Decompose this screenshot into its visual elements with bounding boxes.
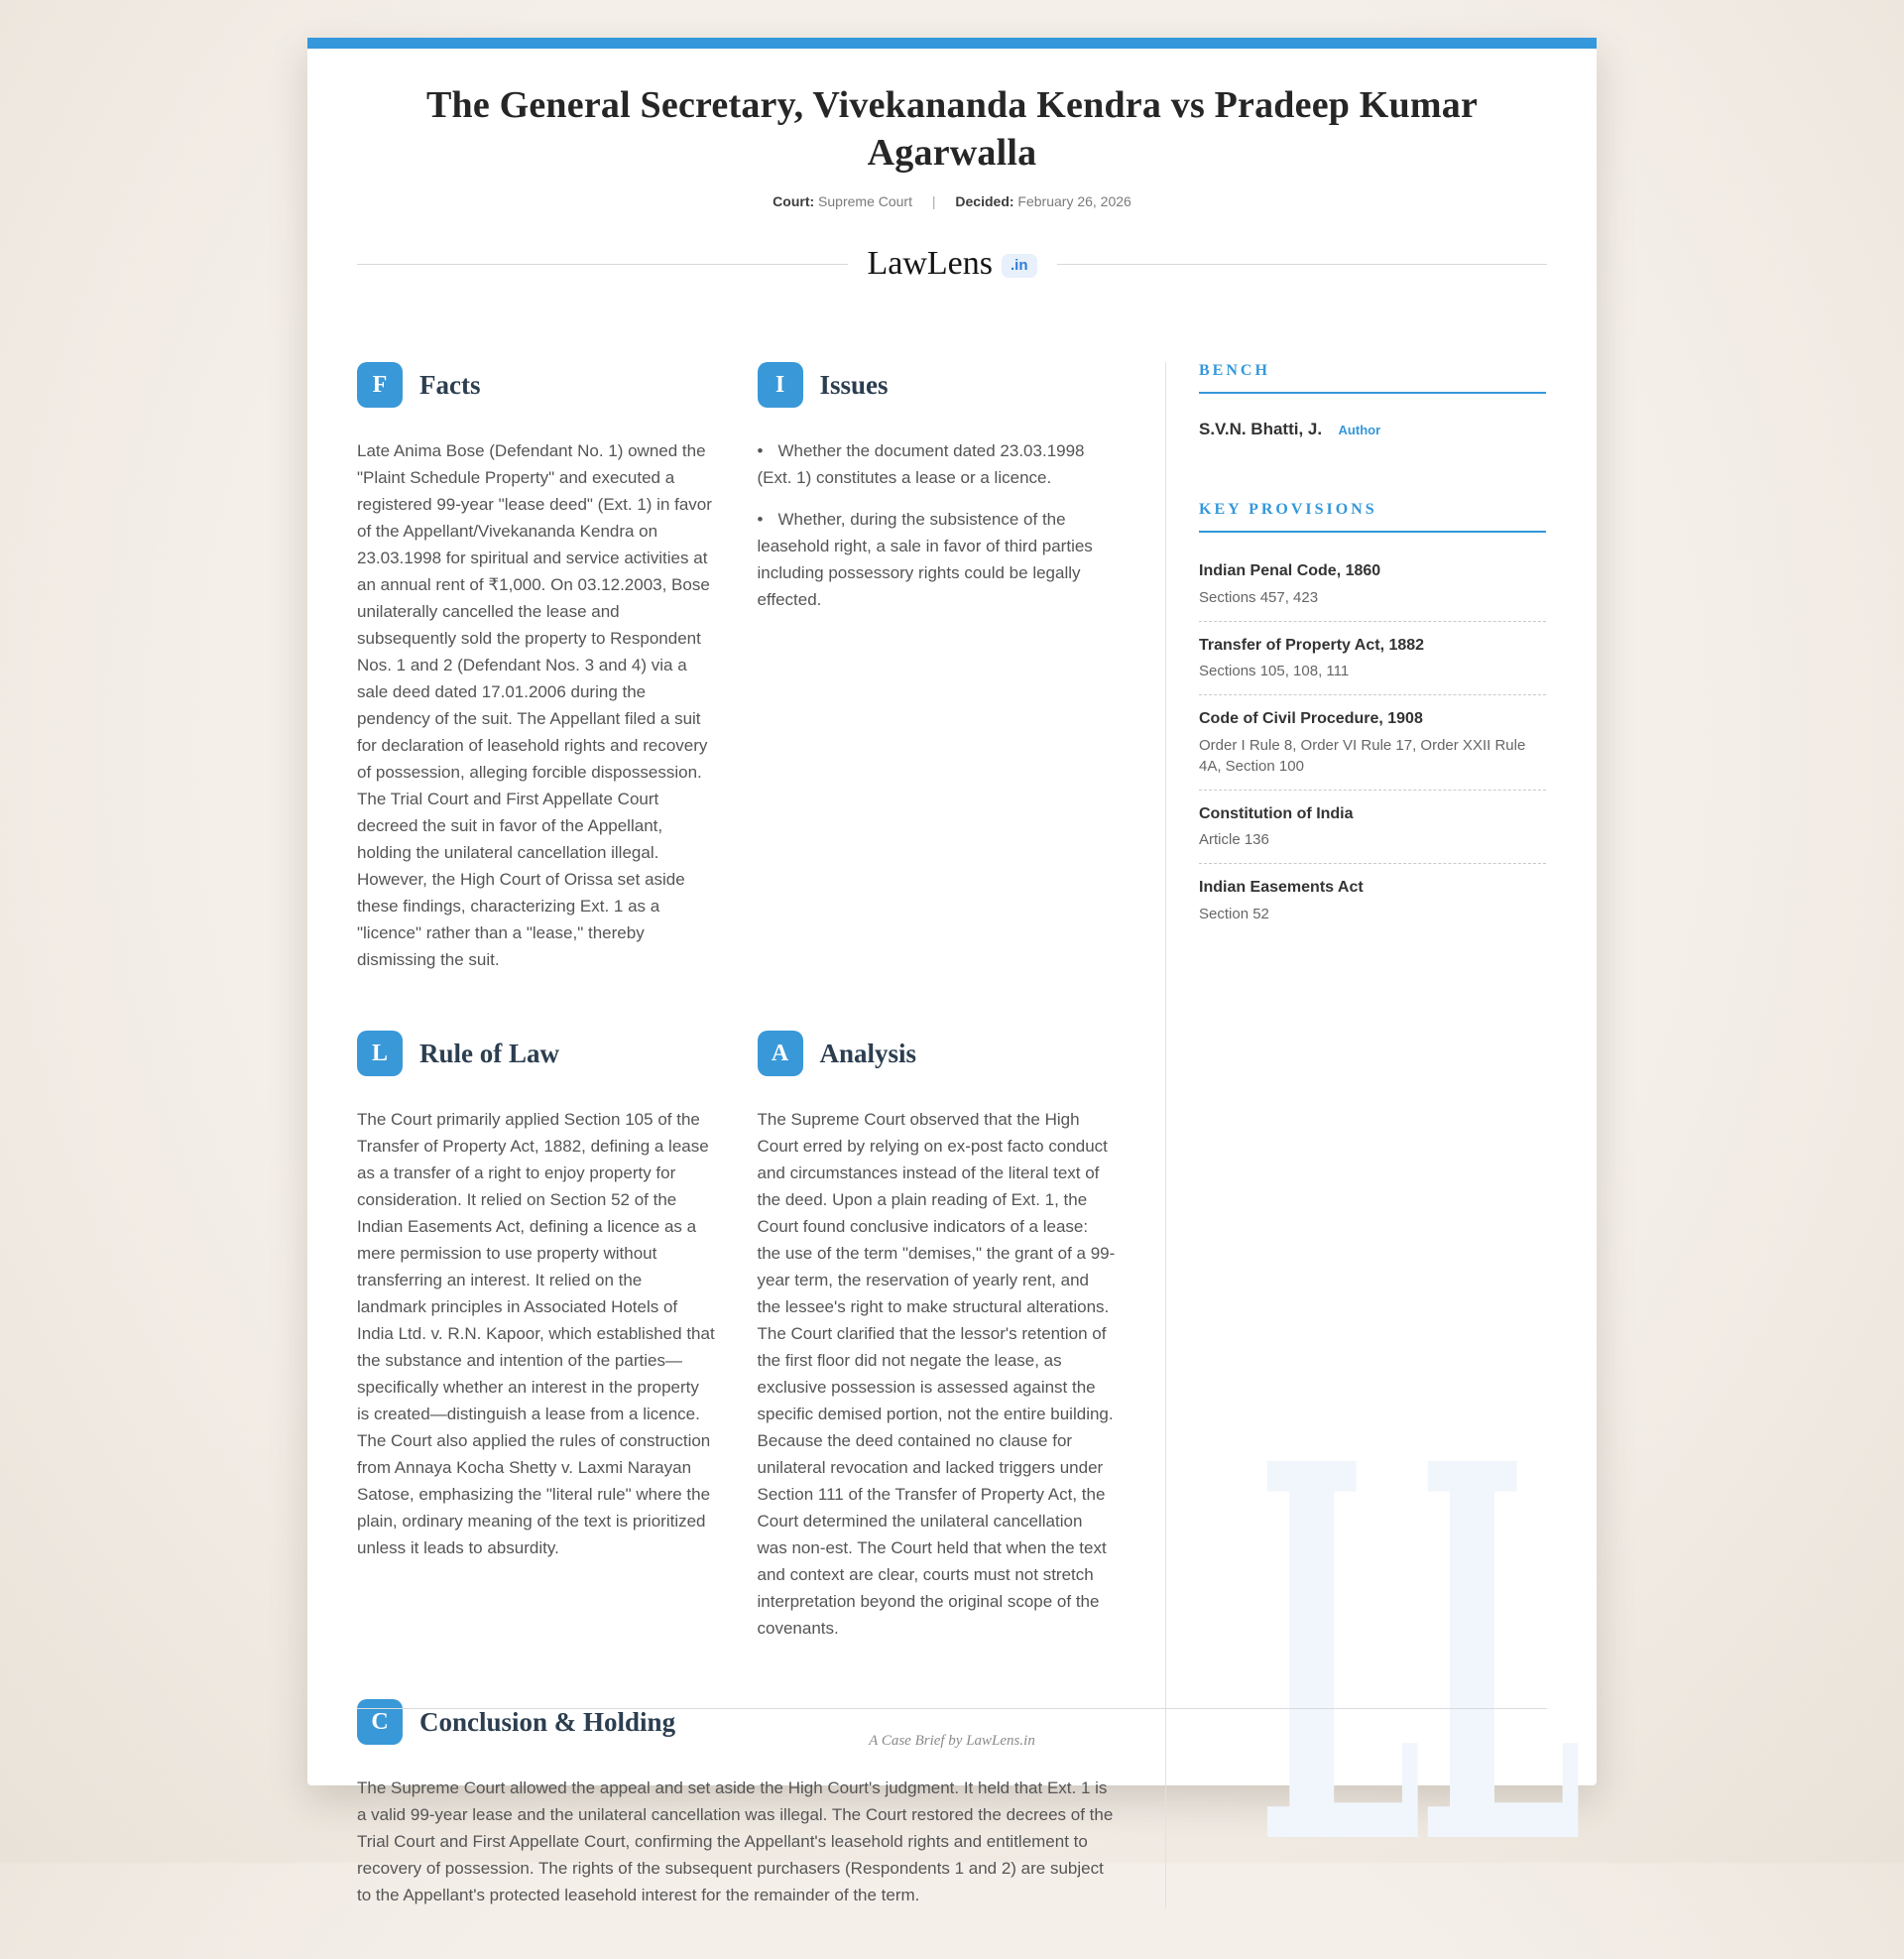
judge-name: S.V.N. Bhatti, J.	[1199, 420, 1323, 438]
issues-letter-badge: I	[758, 362, 803, 408]
divider-line-left	[357, 264, 848, 265]
main-columns	[357, 362, 1116, 1908]
meta-separator: |	[931, 193, 936, 209]
facts-title: Facts	[419, 369, 481, 400]
brand-divider	[357, 245, 1547, 283]
decided-label: Decided:	[955, 193, 1014, 209]
provision-item	[1199, 695, 1546, 791]
section-rule-of-law	[357, 1031, 716, 1642]
key-provisions-block	[1199, 501, 1546, 937]
provision-name: Indian Easements Act	[1199, 879, 1364, 897]
bench-row	[1199, 420, 1546, 439]
bench-block	[1199, 362, 1546, 439]
case-header	[307, 49, 1597, 209]
card-footer	[357, 1708, 1547, 1750]
rule-of-law-heading	[357, 1031, 716, 1076]
provision-item	[1199, 791, 1546, 865]
analysis-letter-badge: A	[758, 1031, 803, 1076]
brand-name: LawLens	[867, 245, 994, 282]
provision-detail: Sections 105, 108, 111	[1199, 663, 1350, 680]
divider-line-right	[1057, 264, 1548, 265]
provision-detail: Section 52	[1199, 905, 1269, 922]
section-issues	[758, 362, 1117, 973]
sidebar-divider	[1165, 362, 1166, 1908]
provision-detail: Article 136	[1199, 831, 1269, 849]
analysis-title: Analysis	[819, 1038, 917, 1068]
issues-title: Issues	[819, 369, 889, 400]
key-provisions-heading: KEY PROVISIONS	[1199, 501, 1546, 533]
brand-logo	[848, 245, 1057, 283]
conclusion-title: Conclusion & Holding	[419, 1706, 676, 1737]
bench-heading: BENCH	[1199, 362, 1546, 394]
issue-item: • Whether, during the subsistence of the leasehold right, a sale in favor of third parties including possessory rights could be legally effected.	[758, 506, 1117, 613]
facts-body: Late Anima Bose (Defendant No. 1) owned the "Plaint Schedule Property" and executed a registered 99-year "lease deed" (Ext. 1) in favor of the Appellant/Vivekananda Kendra on 23.03.1998 for spiritual and service activities at an annual rent of ₹1,000. On 03.12.2003, Bose unilaterally cancelled the lease and subsequently sold the property to Respondent Nos. 1 and 2 (Defendant Nos. 3 and 4) via a sale deed dated 17.01.2006 during the pendency of the suit. The Appellant filed a suit for declaration of leasehold rights and recovery of possession, alleging forcible dispossession. The Trial Court and First Appellate Court decreed the suit in favor of the Appellant, holding the unilateral cancellation illegal. However, the High Court of Orissa set aside these findings, characterizing Ext. 1 as a "licence" rather than a "lease," thereby dismissing the suit.	[357, 441, 712, 969]
conclusion-letter-badge: C	[357, 1699, 403, 1745]
facts-heading	[357, 362, 716, 408]
conclusion-body: The Supreme Court allowed the appeal and set aside the High Court's judgment. It held that Ext. 1 is a valid 99-year lease and the unilateral cancellation was illegal. The Court restored the decrees of the Trial Court and First Appellate Court, confirming the Appellant's leasehold rights and entitlement to recovery of possession. The rights of the subsequent purchasers (Respondents 1 and 2) are subject to the Appellant's protected leasehold interest for the remainder of the term.	[357, 1778, 1114, 1904]
court-label: Court:	[773, 193, 815, 209]
brand-tld-badge: .in	[1002, 254, 1037, 278]
provision-name: Code of Civil Procedure, 1908	[1199, 710, 1423, 728]
issues-list	[758, 437, 1117, 613]
case-title: The General Secretary, Vivekananda Kendra vs Pradeep Kumar Agarwalla	[425, 84, 1479, 174]
provision-detail: Order I Rule 8, Order VI Rule 17, Order XXII Rule 4A, Section 100	[1199, 736, 1526, 775]
provision-item	[1199, 864, 1546, 937]
provision-detail: Sections 457, 423	[1199, 588, 1319, 606]
facts-letter-badge: F	[357, 362, 403, 408]
issue-item: • Whether the document dated 23.03.1998 (Ext. 1) constitutes a lease or a licence.	[758, 437, 1117, 491]
sidebar	[1199, 362, 1546, 1908]
decided-value: February 26, 2026	[1017, 193, 1131, 209]
rule-of-law-body: The Court primarily applied Section 105 of the Transfer of Property Act, 1882, defining a lease as a transfer of a right to enjoy property for consideration. It relied on Section 52 of the Indian Easements Act, defining a licence as a mere permission to use property without transferring an interest. It relied on the landmark principles in Associated Hotels of India Ltd. v. R.N. Kapoor, which established that the substance and intention of the parties—specifically whether an interest in the property is created—distinguish a lease from a licence. The Court also applied the rules of construction from Annaya Kocha Shetty v. Laxmi Narayan Satose, emphasizing the "literal rule" where the plain, ordinary meaning of the text is prioritized unless it leads to absurdity.	[357, 1110, 715, 1557]
content-area	[307, 283, 1597, 1908]
section-facts	[357, 362, 716, 973]
case-brief-card	[307, 38, 1597, 1959]
analysis-body: The Supreme Court observed that the High Court erred by relying on ex-post facto conduct and circumstances instead of the literal text of the deed. Upon a plain reading of Ext. 1, the Court found conclusive indicators of a lease: the use of the term "demises," the grant of a 99-year term, the reservation of yearly rent, and the lessee's right to make structural alterations. The Court clarified that the lessor's retention of the first floor did not negate the lease, as exclusive possession is assessed against the specific demised portion, not the entire building. Because the deed contained no clause for unilateral revocation and lacked triggers under Section 111 of the Transfer of Property Act, the Court determined the unilateral cancellation was non-est. The Court held that when the text and context are clear, courts must not stretch interpretation beyond the original scope of the covenants.	[757, 1110, 1116, 1638]
provision-item	[1199, 558, 1546, 622]
case-meta	[307, 193, 1597, 209]
accent-topbar	[307, 38, 1597, 49]
provision-item	[1199, 622, 1546, 696]
brand-watermark: LL	[1255, 1353, 1577, 1959]
rule-of-law-letter-badge: L	[357, 1031, 403, 1076]
court-value: Supreme Court	[818, 193, 912, 209]
rule-of-law-title: Rule of Law	[419, 1038, 559, 1068]
provision-name: Indian Penal Code, 1860	[1199, 562, 1381, 579]
provision-name: Transfer of Property Act, 1882	[1199, 636, 1425, 654]
author-tag: Author	[1338, 423, 1381, 437]
section-analysis	[758, 1031, 1117, 1642]
analysis-heading	[758, 1031, 1117, 1076]
provision-name: Constitution of India	[1199, 804, 1354, 822]
credit-line: A Case Brief by LawLens.in	[869, 1733, 1035, 1749]
issues-heading	[758, 362, 1117, 408]
